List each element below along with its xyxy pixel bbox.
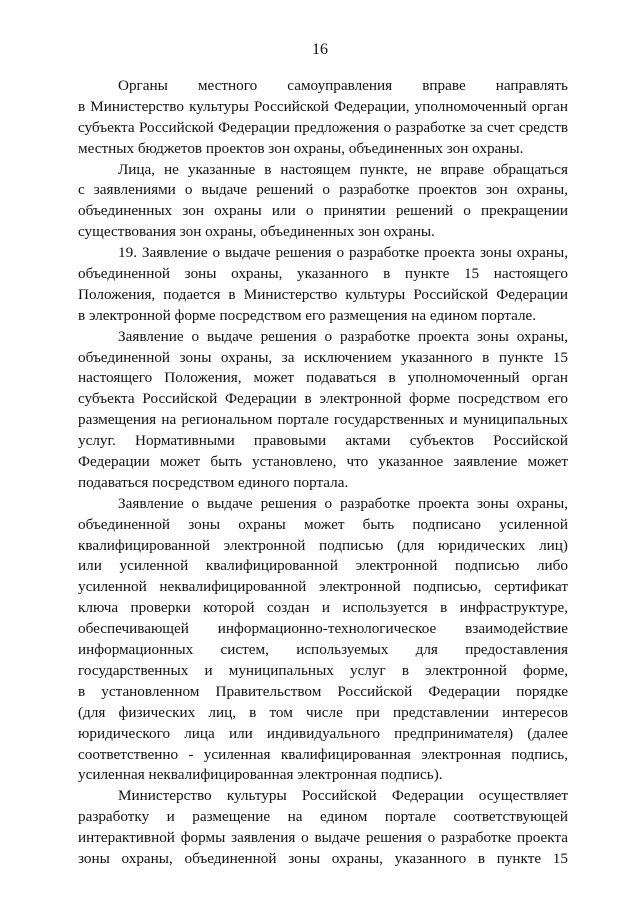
text-line: соответственно - усиленная квалифицированная электронная подпись, <box>78 745 568 763</box>
text-line: зоны охраны, объединенной зоны охраны, указанного в пункте 15 <box>78 849 568 867</box>
page-number: 16 <box>312 41 328 58</box>
text-line: настоящего Положения, может подаваться в уполномоченный орган <box>78 369 568 387</box>
paragraph-4 <box>78 327 568 494</box>
text-line: в электронной форме посредством его размещения на едином портале. <box>78 306 537 324</box>
text-line: усиленная неквалифицированная электронная подпись). <box>78 766 443 784</box>
text-line: квалифицированной электронной подписью (для юридических лиц) <box>78 536 568 554</box>
text-line: разработку и размещение на едином портале соответствующей <box>78 808 568 826</box>
text-line: юридического лица или индивидуального предпринимателя) (далее <box>78 724 568 742</box>
text-line: обеспечивающей информационно-технологическое взаимодействие <box>78 620 568 638</box>
text-line: субъекта Российской Федерации в электронной форме посредством его <box>78 390 568 408</box>
text-line: объединенных зон охраны или о принятии решений о прекращении <box>78 202 568 220</box>
text-line: ключа проверки которой создан и используется в инфраструктуре, <box>78 599 568 617</box>
paragraph-2 <box>78 160 568 244</box>
text-line: Федерации может быть установлено, что указанное заявление может <box>78 453 568 471</box>
text-line: в Министерство культуры Российской Федерации, уполномоченный орган <box>78 97 568 115</box>
text-line: Министерство культуры Российской Федерации осуществляет <box>118 787 568 805</box>
document-body <box>78 76 568 870</box>
text-line: объединенной зоны охраны, за исключением указанного в пункте 15 <box>78 348 568 366</box>
text-line: Положения, подается в Министерство культуры Российской Федерации <box>78 285 568 303</box>
text-line: или усиленной квалифицированной электронной подписью либо <box>78 557 568 575</box>
text-line: услуг. Нормативными правовыми актами субъектов Российской <box>78 432 568 450</box>
paragraph-1 <box>78 76 568 160</box>
text-line: государственных и муниципальных услуг в электронной форме, <box>78 661 568 679</box>
text-line: интерактивной формы заявления о выдаче решения о разработке проекта <box>78 829 568 847</box>
paragraph-3 <box>78 243 568 327</box>
text-line: с заявлениями о выдаче решений о разработке проектов зон охраны, <box>78 181 568 199</box>
paragraph-5 <box>78 494 568 786</box>
text-line: существования зон охраны, объединенных зон охраны. <box>78 223 435 241</box>
paragraph-6 <box>78 786 568 870</box>
text-line: подаваться посредством единого портала. <box>78 473 349 491</box>
text-line: объединенной зоны охраны, указанного в пункте 15 настоящего <box>78 265 568 283</box>
text-line: усиленной неквалифицированной электронной подписью, сертификат <box>78 578 568 596</box>
text-line: информационных систем, используемых для предоставления <box>78 641 568 659</box>
text-line: Лица, не указанные в настоящем пункте, не вправе обращаться <box>118 160 568 178</box>
text-line: Заявление о выдаче решения о разработке проекта зоны охраны, <box>118 494 568 512</box>
text-line: Заявление о выдаче решения о разработке проекта зоны охраны, <box>118 327 568 345</box>
text-line: 19. Заявление о выдаче решения о разработке проекта зоны охраны, <box>118 244 568 262</box>
text-line: (для физических лиц, в том числе при представлении интересов <box>78 703 568 721</box>
text-line: объединенной зоны охраны может быть подписано усиленной <box>78 515 568 533</box>
text-line: субъекта Российской Федерации предложения о разработке за счет средств <box>78 118 568 136</box>
text-line: местных бюджетов проектов зон охраны, объединенных зон охраны. <box>78 139 524 157</box>
text-line: Органы местного самоуправления вправе направлять <box>118 77 568 94</box>
text-line: размещения на региональном портале государственных и муниципальных <box>78 411 568 429</box>
text-line: в установленном Правительством Российской Федерации порядке <box>78 682 568 700</box>
